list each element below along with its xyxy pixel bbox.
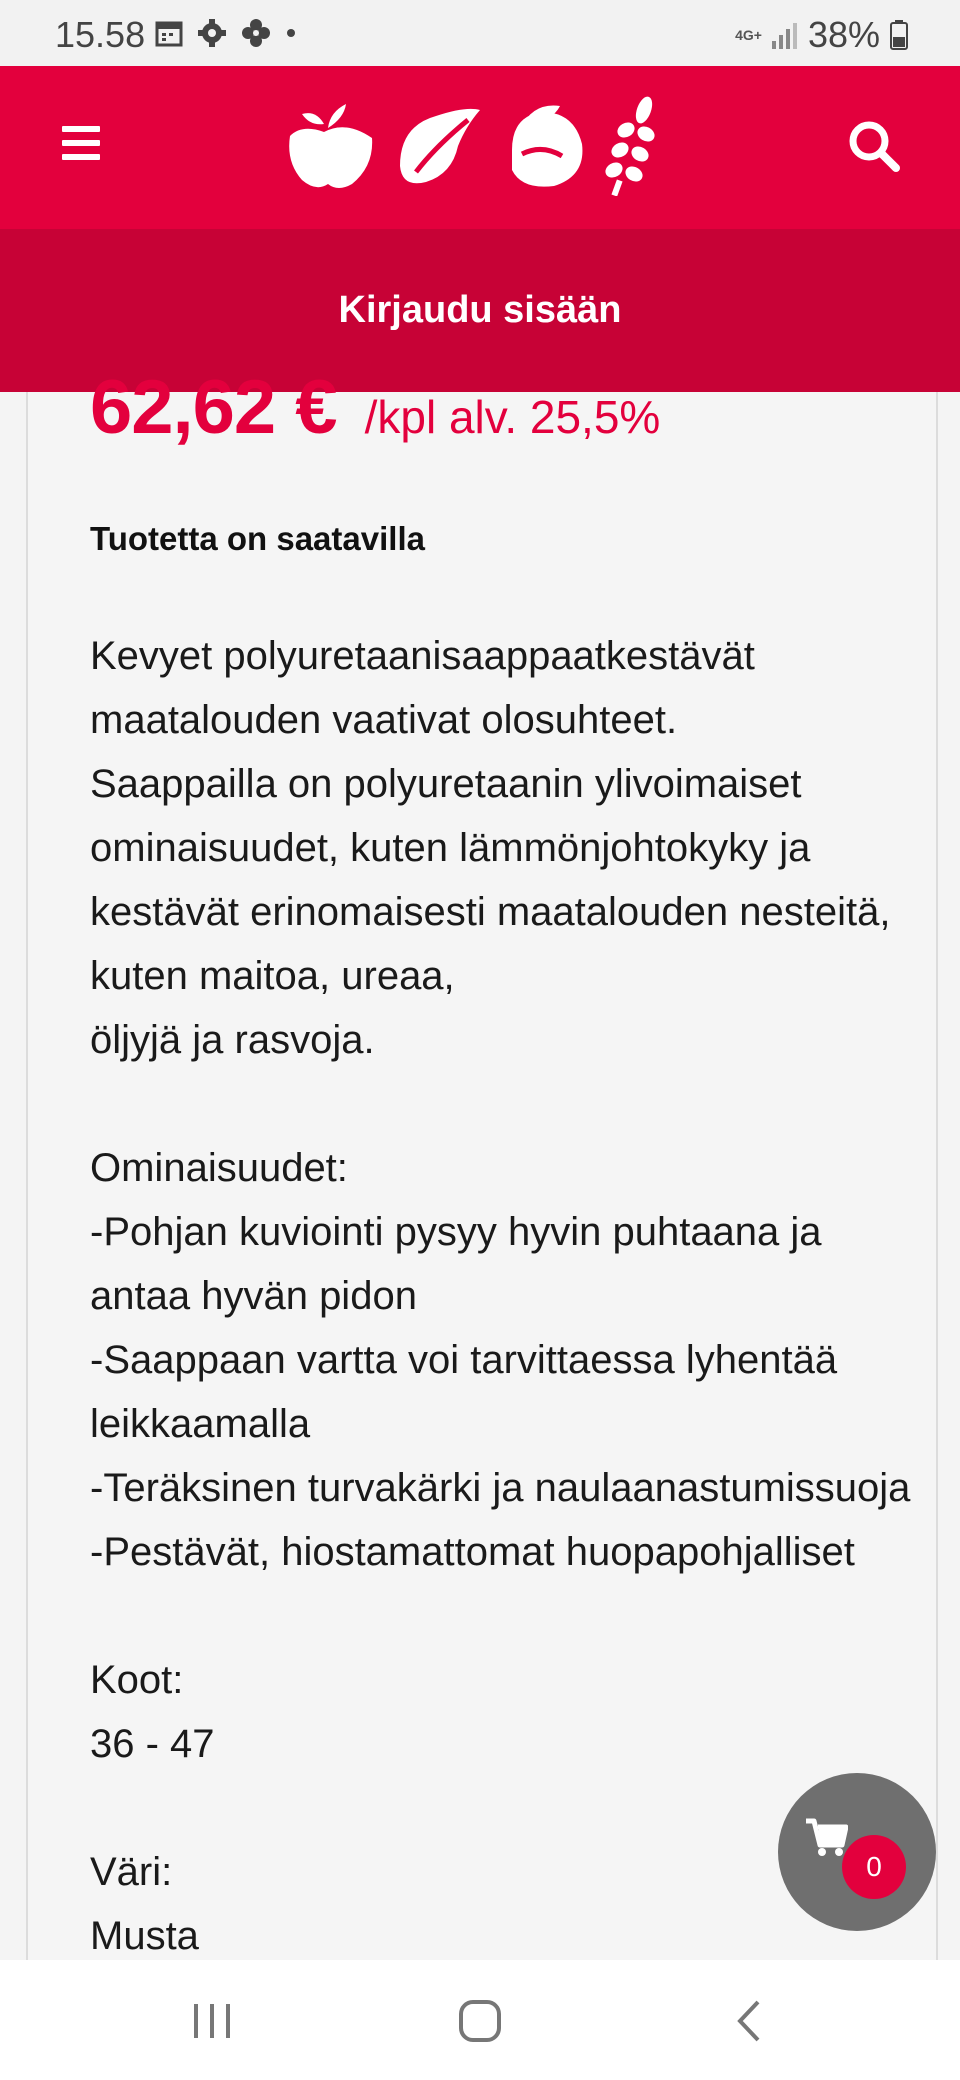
battery-level: 38%: [807, 14, 880, 55]
site-logo[interactable]: [282, 96, 660, 196]
status-bar: [0, 0, 960, 66]
recent-apps-icon[interactable]: [182, 1998, 242, 2044]
status-right: [735, 14, 908, 56]
search-icon[interactable]: [846, 118, 902, 174]
cart-icon: [804, 1817, 848, 1857]
product-price: 62,62 €: [90, 365, 337, 450]
availability-status: Tuotetta on saatavilla: [90, 520, 425, 557]
battery-icon: [890, 20, 908, 50]
menu-icon-bar: [62, 140, 100, 146]
leaf-icon: [396, 96, 484, 192]
apple-icon: [282, 96, 378, 192]
clock: 15.58: [55, 14, 146, 55]
login-button[interactable]: Kirjaudu sisään: [0, 229, 960, 392]
calendar-icon: [155, 19, 183, 47]
chicken-icon: [502, 96, 586, 192]
cart-button[interactable]: [778, 1773, 936, 1931]
system-nav-bar: [0, 1960, 960, 2080]
back-icon[interactable]: [720, 1998, 780, 2044]
price-row: [90, 364, 660, 451]
price-unit: /kpl alv. 25,5%: [364, 391, 661, 443]
flower-icon: [241, 18, 271, 48]
home-icon[interactable]: [450, 1998, 510, 2044]
status-icons: [155, 18, 297, 48]
cart-count-badge: 0: [842, 1835, 906, 1899]
product-card: [26, 365, 938, 1960]
settings-icon: [197, 18, 227, 48]
dot-icon: [285, 27, 297, 39]
site-header: [0, 66, 960, 229]
product-description: Kevyet polyuretaanisaappaatkestävät maatalouden vaativat olosuhteet. Saappailla on polyuretaanin ylivoimaiset ominaisuudet, kuten lämmönjohtokyky ja kestävät erinomaisesti maatalouden nesteitä, kuten maitoa, ureaa, öljyjä ja rasvoja. Ominaisuudet: -Pohjan kuviointi pysyy hyvin puhtaana ja antaa hyvän pidon -Saappaan vartta voi tarvittaessa lyhentää leikkaamalla -Teräksinen turvakärki ja naulaanastumissuoja -Pestävät, hiostamattomat huopapohjalliset Koot: 36 - 47 Väri: Musta: [90, 634, 911, 1958]
signal-icon: [772, 21, 798, 49]
menu-icon-bar: [62, 154, 100, 160]
network-type: 4G+: [735, 27, 762, 43]
menu-icon-bar: [62, 126, 100, 132]
wheat-icon: [604, 96, 660, 196]
menu-button[interactable]: [62, 126, 100, 166]
